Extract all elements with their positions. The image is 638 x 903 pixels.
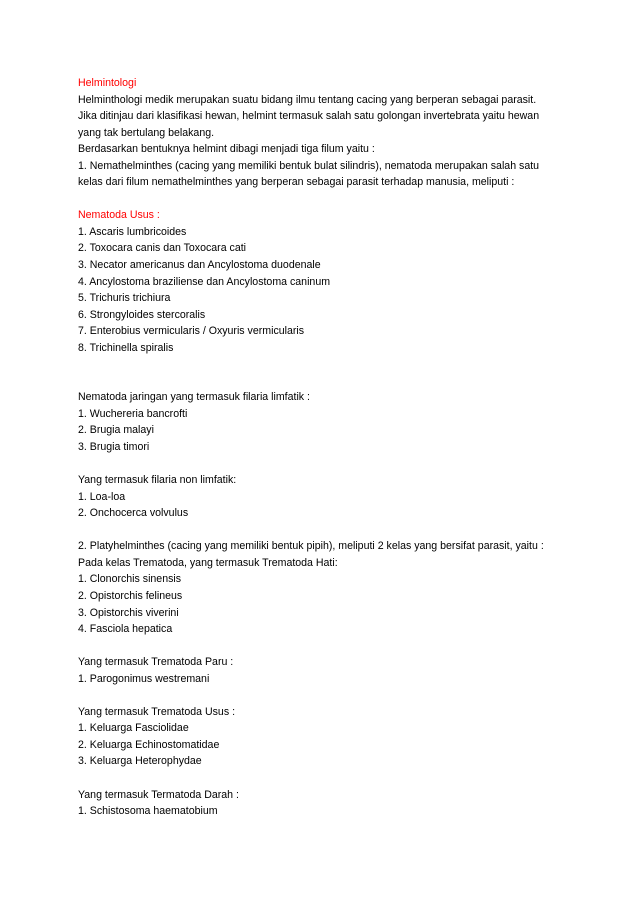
platyhelminthes-line: 2. Platyhelminthes (cacing yang memiliki bentuk pipih), meliputi 2 kelas yang bersifat parasit, yaitu : — [78, 540, 544, 553]
list-item: 1. Loa-loa — [78, 490, 126, 503]
list-item: 3. Necator americanus dan Ancylostoma duodenale — [78, 259, 321, 272]
filaria-non-limfatik-heading: Yang termasuk filaria non limfatik: — [78, 474, 237, 487]
list-item: 1. Keluarga Fasciolidae — [78, 722, 189, 735]
list-item: 2. Brugia malayi — [78, 424, 154, 437]
list-item: 1. Clonorchis sinensis — [78, 573, 182, 586]
intro-line: kelas dari filum nemathelminthes yang berperan sebagai parasit terhadap manusia, meliputi : — [78, 176, 515, 189]
paragraph-gap — [78, 191, 608, 208]
list-item: 1. Ascaris lumbricoides — [78, 225, 187, 238]
list-item: 8. Trichinella spiralis — [78, 341, 174, 354]
document-title: Helmintologi — [78, 77, 137, 89]
paragraph-gap — [78, 356, 608, 373]
list-item: 3. Brugia timori — [78, 441, 150, 454]
intro-line: Jika ditinjau dari klasifikasi hewan, helmint termasuk salah satu golongan invertebrata yaitu hewan — [78, 110, 540, 123]
list-item: 6. Strongyloides stercoralis — [78, 308, 206, 321]
list-item: 5. Trichuris trichiura — [78, 292, 171, 305]
paragraph-gap — [78, 638, 608, 655]
intro-line: 1. Nemathelminthes (cacing yang memiliki bentuk bulat silindris), nematoda merupakan salah satu — [78, 159, 540, 172]
list-item: 1. Schistosoma haematobium — [78, 805, 218, 818]
list-item: 4. Fasciola hepatica — [78, 623, 173, 636]
paragraph-gap — [78, 522, 608, 539]
trematoda-paru-heading: Yang termasuk Trematoda Paru : — [78, 656, 234, 669]
list-item: 2. Onchocerca volvulus — [78, 507, 189, 520]
trematoda-hati-heading: Pada kelas Trematoda, yang termasuk Trematoda Hati: — [78, 556, 338, 569]
trematoda-darah-heading: Yang termasuk Termatoda Darah : — [78, 788, 239, 801]
list-item: 1. Wuchereria bancrofti — [78, 407, 188, 420]
list-item: 2. Toxocara canis dan Toxocara cati — [78, 242, 247, 255]
intro-line: yang tak bertulang belakang. — [78, 126, 215, 139]
list-item: 2. Keluarga Echinostomatidae — [78, 738, 220, 751]
list-item: 1. Parogonimus westremani — [78, 672, 210, 685]
list-item: 2. Opistorchis felineus — [78, 589, 183, 602]
intro-line: Helminthologi medik merupakan suatu bidang ilmu tentang cacing yang berperan sebagai parasit. — [78, 93, 537, 106]
list-item: 3. Keluarga Heterophydae — [78, 755, 202, 768]
paragraph-gap — [78, 373, 608, 390]
paragraph-gap — [78, 456, 608, 473]
document-page — [78, 75, 608, 820]
nematoda-usus-heading: Nematoda Usus : — [78, 209, 160, 222]
list-item: 3. Opistorchis viverini — [78, 606, 179, 619]
filaria-limfatik-heading: Nematoda jaringan yang termasuk filaria limfatik : — [78, 391, 310, 404]
list-item: 7. Enterobius vermicularis / Oxyuris vermicularis — [78, 325, 305, 338]
trematoda-usus-heading: Yang termasuk Trematoda Usus : — [78, 705, 236, 718]
paragraph-gap — [78, 770, 608, 787]
paragraph-gap — [78, 687, 608, 704]
intro-line: Berdasarkan bentuknya helmint dibagi menjadi tiga filum yaitu : — [78, 143, 375, 156]
list-item: 4. Ancylostoma braziliense dan Ancylostoma caninum — [78, 275, 331, 288]
